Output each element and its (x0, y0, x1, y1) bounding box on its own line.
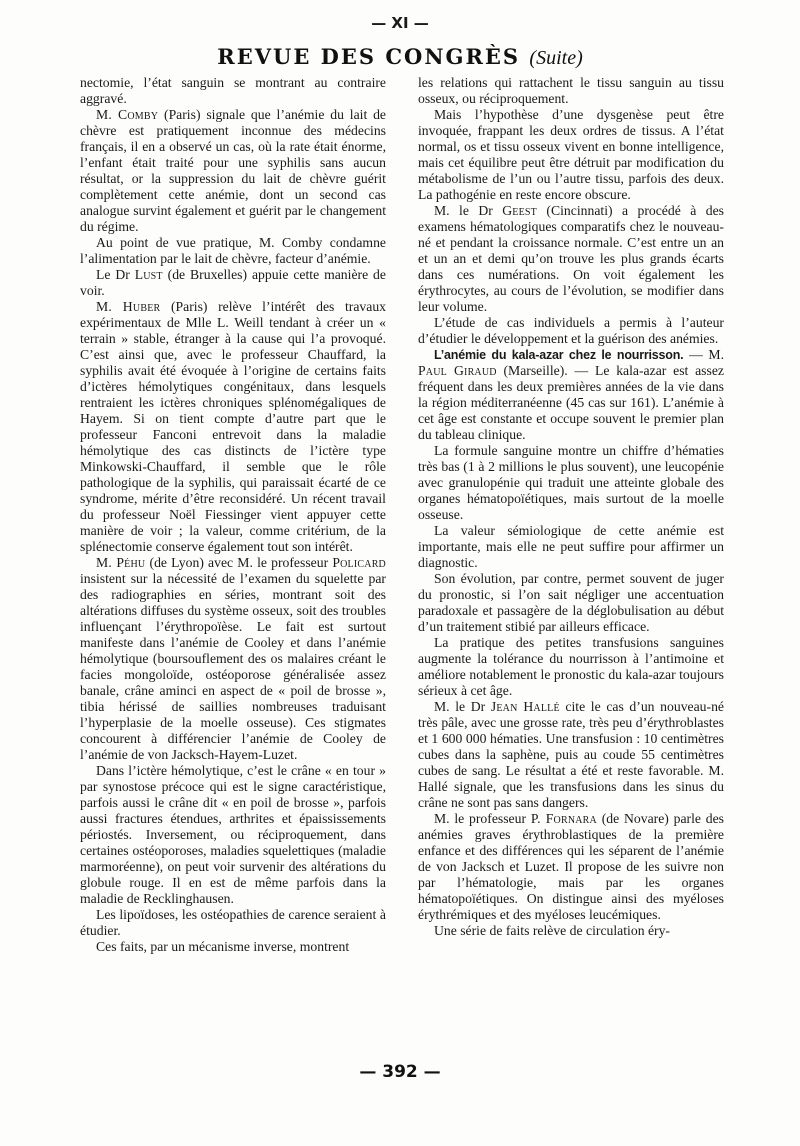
journal-title-suffix: (Suite) (529, 47, 583, 69)
paragraph: Les lipoïdoses, les ostéopathies de carence seraient à étudier. (80, 907, 386, 938)
paragraph: L’étude de cas individuels a permis à l’auteur d’étudier le développement et la guérison des anémies. (418, 315, 724, 346)
right-column (418, 75, 724, 939)
journal-title (0, 44, 800, 70)
author-name: Jean Hallé (490, 699, 560, 714)
paragraph: Ces faits, par un mécanisme inverse, montrent (96, 939, 350, 954)
paragraph: Mais l’hypothèse d’une dysgenèse peut être invoquée, frappant les deux ordres de tissus. A l’état normal, os et tissu osseux vivent en bonne intelligence, mais cet équilibre peut être détruit par modification du métabolisme de l’un ou l’autre tissu, parfois des deux. La pathogénie en reste encore obscure. (418, 107, 724, 202)
paragraph-text: (de Novare) parle des anémies graves érythroblastiques de la première enfance et des différences qui les séparent de l’anémie de von Jacksch et Luzet. Il propose de les suivre non par l’hématologie, mais par les organes hématopoïétiques. On distingue ainsi des myéloses érythrémiques et des myéloses leucémiques. (418, 811, 725, 922)
paragraph (418, 699, 724, 811)
author-name: M. Huber (96, 299, 161, 314)
paragraph-text: (de Lyon) avec M. le professeur (145, 555, 333, 570)
paragraph-text: (Marseille). — Le kala-azar est assez fréquent dans les deux premières années de la vie dans la région méditerranéenne (45 cas sur 161). L’anémie à cet âge est constante et occupe souvent le premier plan du tableau clinique. (418, 363, 724, 442)
paragraph (418, 203, 724, 315)
author-name: M. Péhu (96, 555, 146, 570)
paragraph-text: (Paris) signale que l’anémie du lait de chèvre est pratiquement inconnue des médecins français, il en a observé un cas, où la rate était énorme, l’enfant était traité pour une syphilis sans aucun résultat, or la suppression du lait de chèvre guérit complètement cette anémie, dont un second cas analogue survint également et guérit par le changement du régime. (80, 107, 387, 234)
paragraph (80, 555, 386, 763)
author-name: M. Comby (96, 107, 159, 122)
paragraph: La formule sanguine montre un chiffre d’hématies très bas (1 à 2 millions le plus souvent), une leucopénie avec granulopénie qui traduit une atteinte globale des organes hématopoïétiques, mais surtout de la moelle osseuse. (418, 443, 724, 522)
paragraph-text: (Paris) relève l’intérêt des travaux expérimentaux de Mlle L. Weill tendant à créer un « terrain » stable, étranger à la cause qui l’a provoqué. C’est ainsi que, avec le professeur Chauffard, la syphilis avait été évoquée à l’origine de certains faits d’ictères hémolytiques congénitaux, dans lesquels rentraient les ictères chroniques splénomégaliques de Hayem. Si on tient compte d’autre part que le professeur Fanconi entrevoit dans la maladie hémolytique des cas distincts de l’ictère type Minkowski-Chauffard, il semble que le rôle pathologique de la syphilis, qui paraissait écarté de ce syndrome, mérite d’être reconsidéré. Un récent travail du professeur Noël Fiessinger vient appuyer cette manière de voir ; la valeur, comme critérium, de la splénectomie conserve également tout son intérêt. (80, 299, 387, 554)
paragraph-text: Le Dr (96, 267, 135, 282)
section-heading: L’anémie du kala-azar chez le nourrisson. (434, 348, 684, 362)
paragraph-text: (Cincinnati) a procédé à des examens hématologiques comparatifs chez le nouveau-né et pendant la croissance normale. C’est entre un an et un an et demi qu’on trouve les plus grands écarts dans ces numérations. On voit également les érythrocytes, au cours de l’évolution, se modifier dans leur volume. (418, 203, 724, 314)
paragraph-text: M. le Dr (434, 203, 503, 218)
paragraph-text: — M. (683, 347, 724, 362)
paragraph: Une série de faits relève de circulation éry- (434, 923, 670, 938)
section-numeral: — XI — (371, 14, 429, 32)
paragraph: Dans l’ictère hémolytique, c’est le crâne « en tour » par synostose précoce qui est le signe caractéristique, parfois aussi le crâne dit « en poil de brosse », parfois aussi fractures étendues, arthrites et épaississements périostés. Inversement, ou réciproquement, dans certaines ostéoporoses, maladies squelettiques (maladie marmoréenne), on peut voir survenir des altérations du globule rouge. Il en est de même parfois dans la maladie de Recklinghausen. (80, 763, 386, 906)
paragraph: les relations qui rattachent le tissu sanguin au tissu osseux, ou réciproquement. (418, 75, 724, 106)
author-name: Policard (332, 555, 386, 570)
paragraph (80, 267, 386, 299)
paragraph (80, 107, 386, 235)
author-name: P. Fornara (530, 811, 597, 826)
journal-title-text: REVUE DES CONGRÈS (217, 44, 521, 69)
paragraph-text: M. le professeur (434, 811, 531, 826)
paragraph: Au point de vue pratique, M. Comby condamne l’alimentation par le lait de chèvre, facteur d’anémie. (80, 235, 386, 266)
paragraph: Son évolution, par contre, permet souvent de juger du pronostic, si l’on sait négliger une accentuation paradoxale et passagère de la déglobulisation au début d’un traitement stibié par ailleurs efficace. (418, 571, 724, 634)
paragraph: nectomie, l’état sanguin se montrant au contraire aggravé. (80, 75, 386, 106)
paragraph (418, 811, 724, 923)
paragraph-text: (de Bruxelles) appuie cette manière de voir. (80, 267, 386, 298)
paragraph-text: M. le Dr (434, 699, 491, 714)
paragraph-text: insistent sur la nécessité de l’examen du squelette par des radiographies en séries, montrant soit des altérations diffuses du système osseux, soit des troubles influençant l’érythropoïèse. Le fait est surtout manifeste dans l’anémie de Cooley et dans l’anémie hémolytique (boursouflement des os malaires créant le facies mongoloïde, ostéoporose généralisée assez banale, crâne aminci en aspect de « poil de brosse », tibia hérissé de saillies nombreuses traduisant l’hyperplasie de la moelle osseuse). Ces stigmates concourent à différencier l’anémie de Cooley de l’anémie de von Jacksch-Hayem-Luzet. (80, 571, 386, 762)
paragraph (80, 299, 386, 555)
author-name: Geest (502, 203, 537, 218)
paragraph: La valeur sémiologique de cette anémie est importante, mais elle ne peut suffire pour affirmer un diagnostic. (418, 523, 724, 570)
paragraph-text: cite le cas d’un nouveau-né très pâle, avec une grosse rate, très peu d’érythroblastes et 1 600 000 hématies. Une transfusion : 10 centimètres cubes dans la saphène, puis au coude 55 centimètres cubes de sang. Le résultat a été et reste favorable. M. Hallé signale, que les transfusions dans les sinus du crâne ne sont pas sans dangers. (418, 699, 725, 810)
paragraph: La pratique des petites transfusions sanguines augmente la tolérance du nourrisson à l’antimoine et améliore notablement le pronostic du kala-azar toujours sérieux à cet âge. (418, 635, 724, 698)
author-name: Lust (134, 267, 163, 282)
page-number: — 392 — (359, 1062, 441, 1082)
left-column (80, 75, 386, 955)
author-name: Paul Giraud (418, 363, 497, 378)
paragraph (418, 347, 724, 443)
